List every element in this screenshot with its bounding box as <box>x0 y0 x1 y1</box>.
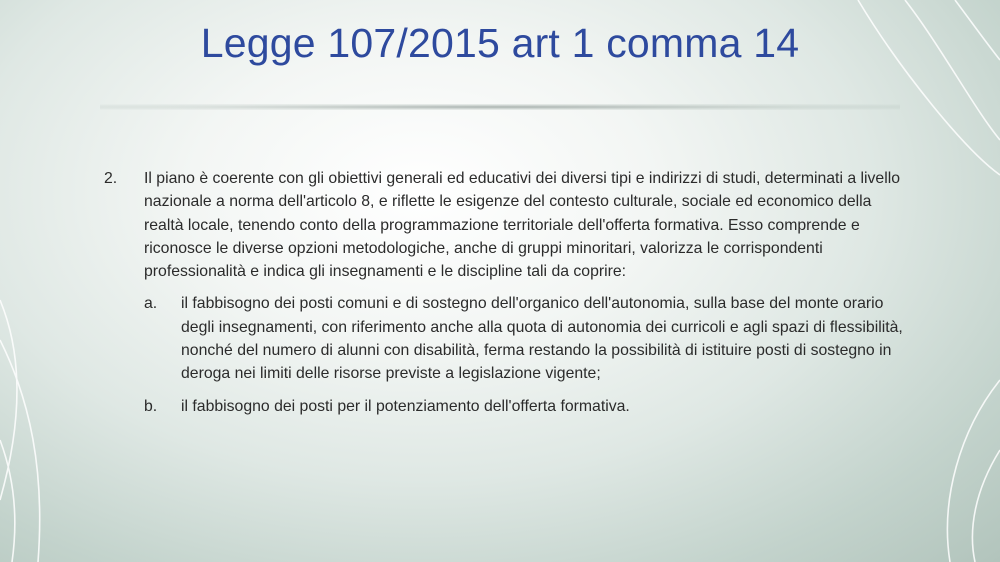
title-divider <box>100 104 900 110</box>
sub-item-b <box>144 395 904 418</box>
sub-item-text: il fabbisogno dei posti per il potenziamento dell'offerta formativa. <box>181 397 630 415</box>
slide-title: Legge 107/2015 art 1 comma 14 <box>200 20 800 66</box>
item-number: 2. <box>104 170 118 187</box>
item-body <box>144 167 904 418</box>
item-text: Il piano è coerente con gli obiettivi generali ed educativi dei diversi tipi e indirizzi di studi, determinati a livello nazionale a norma dell'articolo 8, e riflette le esigenze del contesto culturale, sociale ed economico della realtà locale, tenendo conto della programmazione territoriale dell'offerta formativa. Esso comprende e riconosce le diverse opzioni metodologiche, anche di gruppi minoritari, valorizza le corrispondenti professionalità e indica gli insegnamenti e le discipline tali da coprire: <box>144 170 901 281</box>
sub-item-text: il fabbisogno dei posti comuni e di sostegno dell'organico dell'autonomia, sulla base del monte orario degli insegnamenti, con riferimento anche alla quota di autonomia dei curricoli e agli spazi di flessibilità, nonché del numero di alunni con disabilità, ferma restando la possibilità di istituire posti di sostegno in deroga nei limiti delle risorse previste a legislazione vigente; <box>181 295 903 383</box>
numbered-item <box>104 167 904 418</box>
slide-content <box>104 167 904 418</box>
sub-item-a <box>144 292 904 385</box>
sub-item-letter: a. <box>144 295 158 313</box>
sub-item-letter: b. <box>144 397 158 415</box>
